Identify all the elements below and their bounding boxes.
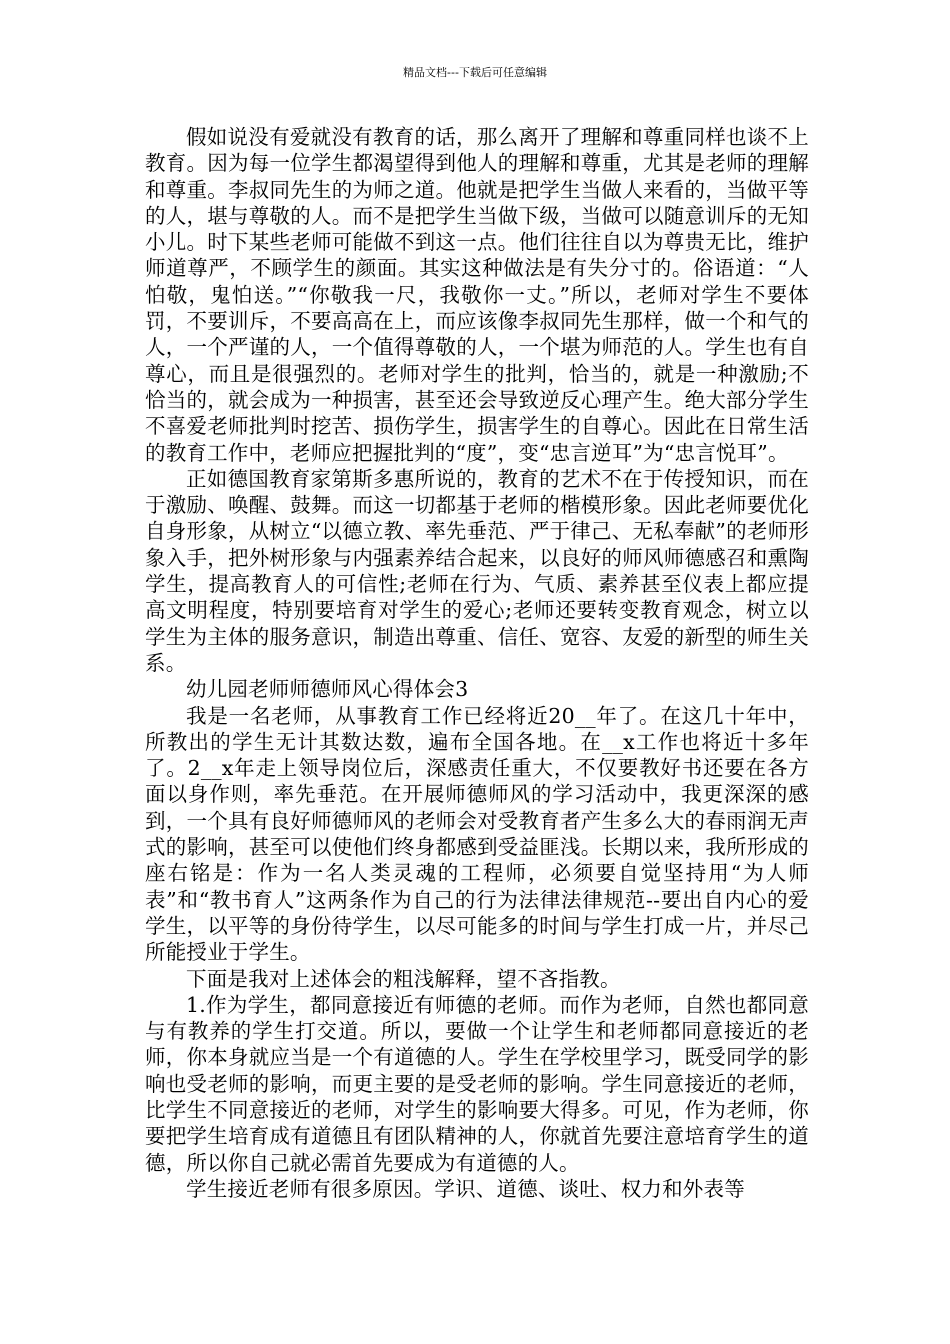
paragraph: 学生接近老师有很多原因。学识、道德、谈吐、权力和外表等 xyxy=(186,1176,745,1201)
document-body xyxy=(145,124,809,1202)
paragraph: 我是一名老师，从事教育工作已经将近20__年了。在这几十年中，所教出的学生无计其数达数，遍布全国各地。在__x工作也将近十多年了。2__x年走上领导岗位后，深感责任重大，不仅要教好书还要在各方面以身作则，率先垂范。在开展师德师风的学习活动中，我更深深的感到，一个具有良好师德师风的老师会对受教育者产生多么大的春雨润无声式的影响，甚至可以使他们终身都感到受益匪浅。长期以来，我所形成的座右铭是：作为一名人类灵魂的工程师，必须要自觉坚持用“为人师表”和“教书育人”这两条作为自己的行为法律法律规范--要出自内心的爱学生，以平等的身份待学生，以尽可能多的时间与学生打成一片，并尽己所能授业于学生。 xyxy=(145,703,809,965)
paragraph: 正如德国教育家第斯多惠所说的，教育的艺术不在于传授知识，而在于激励、唤醒、鼓舞。而这一切都基于老师的楷模形象。因此老师要优化自身形象，从树立“以德立教、率先垂范、严于律己、无私奉献”的老师形象入手，把外树形象与内强素养结合起来，以良好的师风师德感召和熏陶学生，提高教育人的可信性;老师在行为、气质、素养甚至仪表上都应提高文明程度，特别要培育对学生的爱心;老师还要转变教育观念，树立以学生为主体的服务意识，制造出尊重、信任、宽容、友爱的新型的师生关系。 xyxy=(145,466,809,675)
page-header: 精品文档---下载后可任意编辑 xyxy=(403,66,547,79)
paragraph: 假如说没有爱就没有教育的话，那么离开了理解和尊重同样也谈不上教育。因为每一位学生都渴望得到他人的理解和尊重，尤其是老师的理解和尊重。李叔同先生的为师之道。他就是把学生当做人来看的，当做平等的人，堪与尊敬的人。而不是把学生当做下级，当做可以随意训斥的无知小儿。时下某些老师可能做不到这一点。他们往往自以为尊贵无比，维护师道尊严，不顾学生的颜面。其实这种做法是有失分寸的。俗语道：“人怕敬，鬼怕送。”“你敬我一尺，我敬你一丈。”所以，老师对学生不要体罚，不要训斥，不要高高在上，而应该像李叔同先生那样，做一个和气的人，一个严谨的人，一个值得尊敬的人，一个堪为师范的人。学生也有自尊心，而且是很强烈的。老师对学生的批判，恰当的，就是一种激励;不恰当的，就会成为一种损害，甚至还会导致逆反心理产生。绝大部分学生不喜爱老师批判时挖苦、损伤学生，损害学生的自尊心。因此在日常生活的教育工作中，老师应把握批判的“度”，变“忠言逆耳”为“忠言悦耳”。 xyxy=(145,125,809,465)
paragraph: 1.作为学生，都同意接近有师德的老师。而作为老师，自然也都同意与有教养的学生打交道。所以，要做一个让学生和老师都同意接近的老师，你本身就应当是一个有道德的人。学生在学校里学习，既受同学的影响也受老师的影响，而更主要的是受老师的影响。学生同意接近的老师，比学生不同意接近的老师，对学生的影响要大得多。可见，作为老师，你要把学生培育成有道德且有团队精神的人，你就首先要注意培育学生的道德，所以你自己就必需首先要成为有道德的人。 xyxy=(145,992,809,1175)
section-heading: 幼儿园老师师德师风心得体会3 xyxy=(186,677,469,702)
paragraph: 下面是我对上述体会的粗浅解释，望不吝指教。 xyxy=(186,966,621,991)
